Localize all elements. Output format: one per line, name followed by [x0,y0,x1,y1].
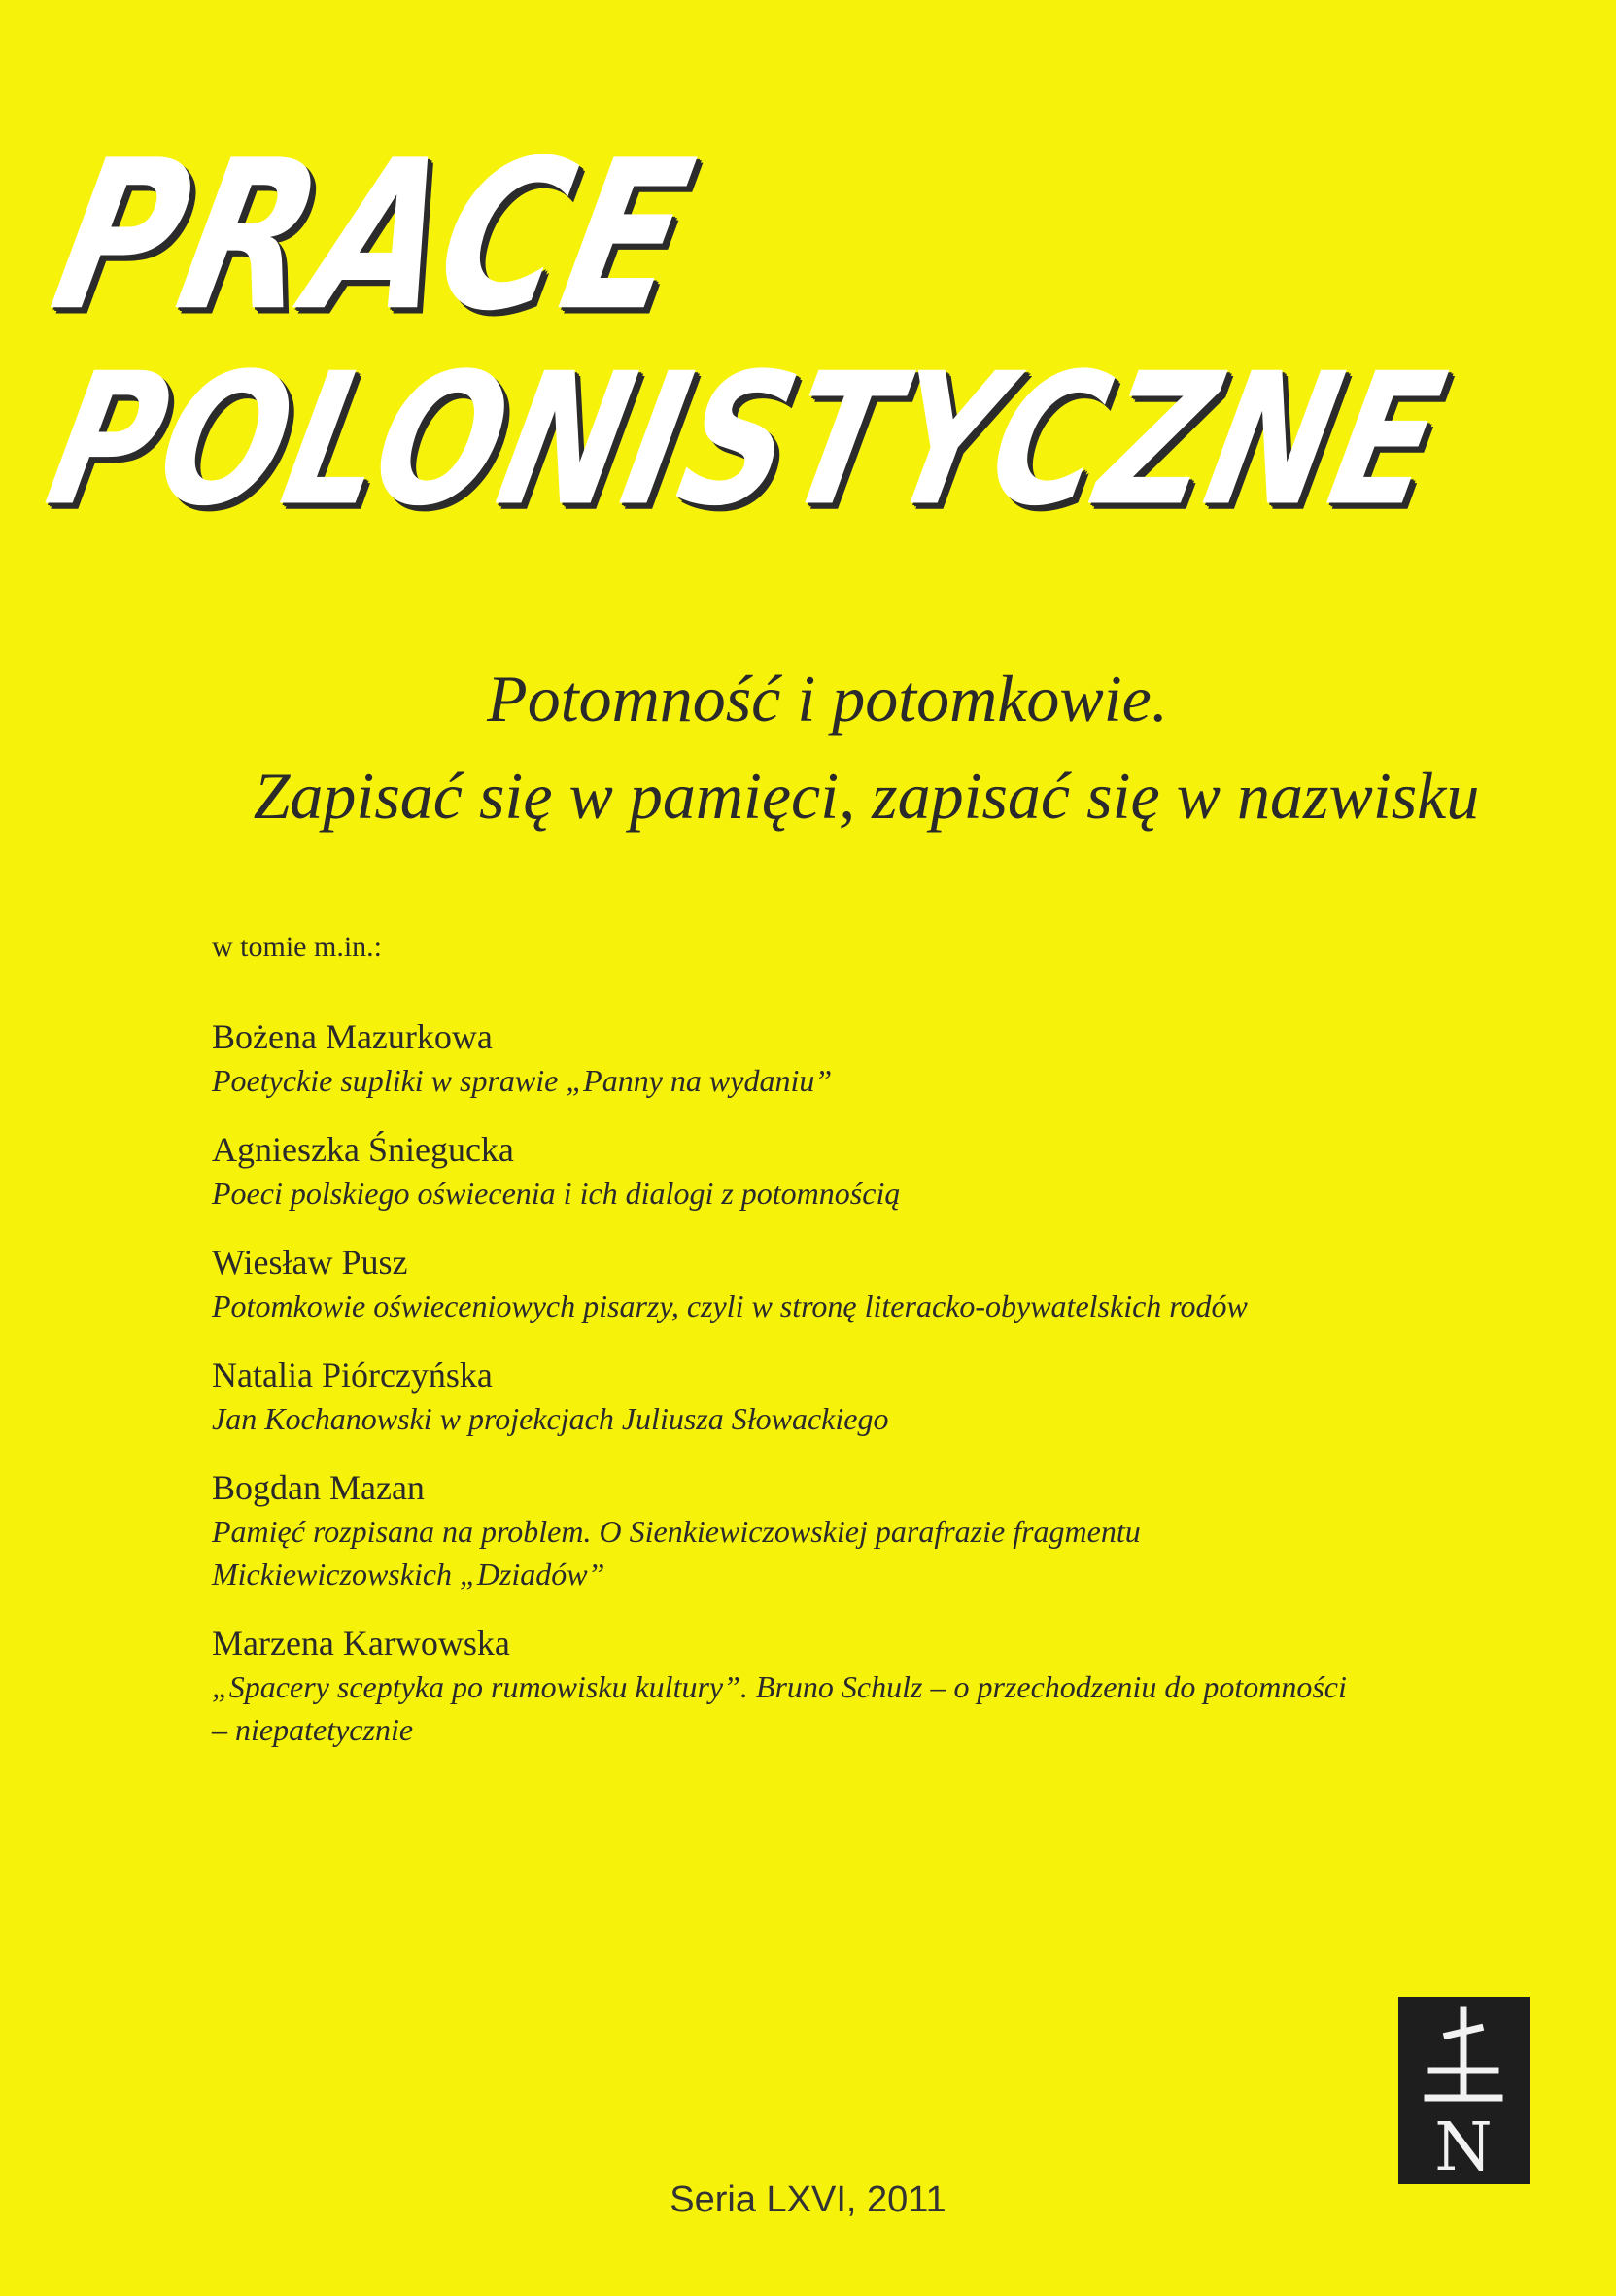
contents-entry [212,1465,1378,1595]
entry-author: Marzena Karwowska [212,1624,510,1662]
entry-author: Wiesław Pusz [212,1243,408,1282]
issue-subtitle-line-2: Zapisać się w pamięci, zapisać się w nazwisku [253,759,1480,833]
journal-title-line-2: POLONISTYCZNE [32,335,1461,547]
entry-title: Jan Kochanowski w projekcjach Juliusza Słowackiego [212,1401,889,1436]
entry-title: Potomkowie oświeceniowych pisarzy, czyli w stronę literacko-obywatelskich rodów [212,1288,1248,1323]
entry-title-continued: – niepatetycznie [212,1712,414,1747]
logo-letter-top: Ł [1433,2065,1434,2066]
entry-title-continued: Mickiewiczowskich „Dziadów” [212,1557,605,1592]
entry-title: Pamięć rozpisana na problem. O Sienkiewiczowskiej parafrazie fragmentu [212,1514,1141,1549]
entry-title: Poeci polskiego oświecenia i ich dialogi z potomnością [212,1176,901,1211]
issue-subtitle-line-1: Potomność i potomkowie. [487,662,1168,736]
ltn-monogram-icon [1398,1997,1530,2184]
contents-lead: w tomie m.in.: [212,931,382,963]
logo-letter-bottom: N [1434,2109,1493,2184]
contents-entry [212,1127,1378,1215]
contents-entry [212,1240,1378,1327]
contents-entry [212,1014,1378,1102]
contents-entry [212,1621,1378,1751]
entry-title: „Spacery sceptyka po rumowisku kultury”. Bruno Schulz – o przechodzeniu do potomności [212,1669,1347,1704]
series-label: Seria LXVI, 2011 [670,2179,946,2220]
table-of-contents [212,931,1378,1776]
entry-author: Agnieszka Śniegucka [212,1130,514,1169]
contents-entry [212,1353,1378,1440]
journal-title-line-1: PRACE [36,117,712,358]
publisher-logo [1398,1997,1530,2184]
entry-title: Poetyckie supliki w sprawie „Panny na wydaniu” [212,1063,833,1098]
entry-author: Bogdan Mazan [212,1468,425,1507]
entry-author: Bożena Mazurkowa [212,1017,493,1056]
entry-author: Natalia Piórczyńska [212,1355,493,1394]
